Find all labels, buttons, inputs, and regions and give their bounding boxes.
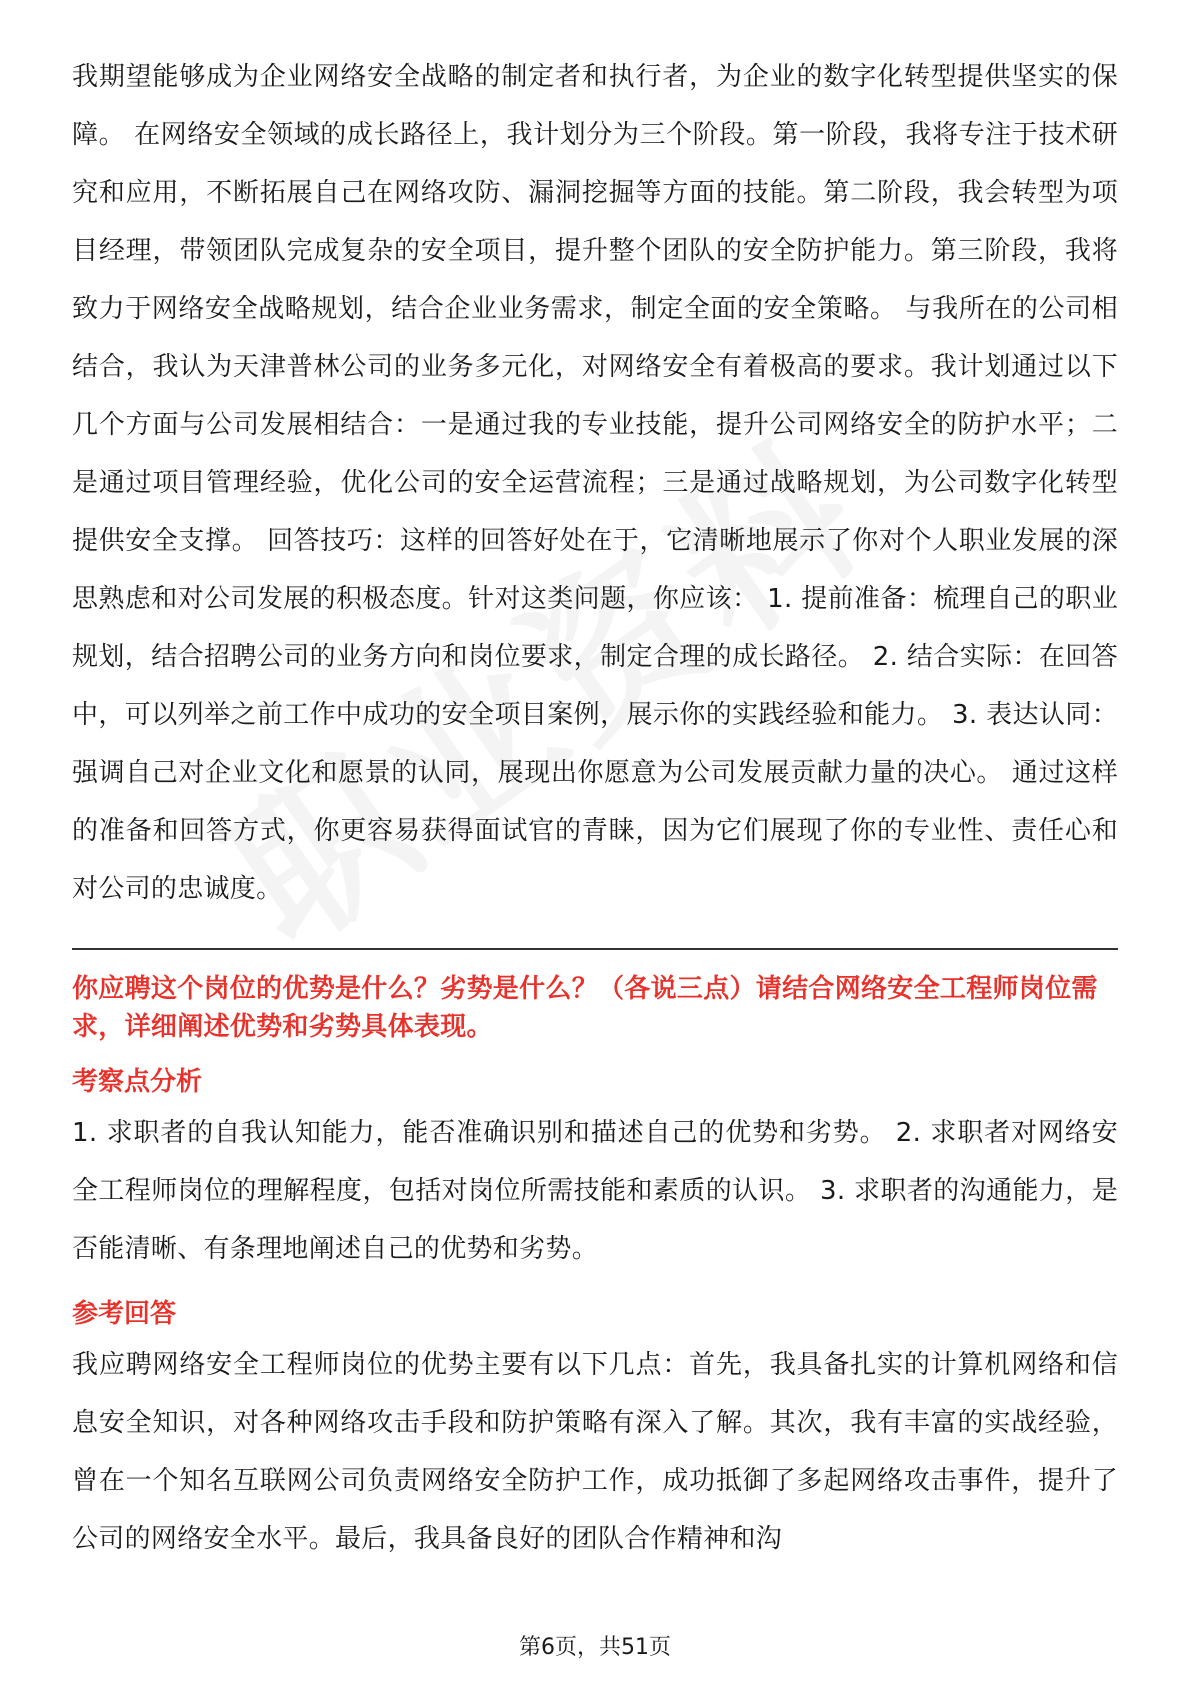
- analysis-title: 考察点分析: [72, 1067, 203, 1097]
- page-content: [72, 48, 1118, 1568]
- section-divider: [72, 948, 1118, 950]
- page-footer: 第6页，共51页: [519, 1635, 671, 1660]
- interview-question: 你应聘这个岗位的优势是什么？劣势是什么？（各说三点）请结合网络安全工程师岗位需求，详细阐述优势和劣势具体表现。: [72, 974, 1098, 1042]
- intro-paragraph: 我期望能够成为企业网络安全战略的制定者和执行者，为企业的数字化转型提供坚实的保障。 在网络安全领域的成长路径上，我计划分为三个阶段。第一阶段，我将专注于技术研究和应用，不断拓展自己在网络攻防、漏洞挖掘等方面的技能。第二阶段，我会转型为项目经理，带领团队完成复杂的安全项目，提升整个团队的安全防护能力。第三阶段，我将致力于网络安全战略规划，结合企业业务需求，制定全面的安全策略。 与我所在的公司相结合，我认为天津普林公司的业务多元化，对网络安全有着极高的要求。我计划通过以下几个方面与公司发展相结合：一是通过我的专业技能，提升公司网络安全的防护水平；二是通过项目管理经验，优化公司的安全运营流程；三是通过战略规划，为公司数字化转型提供安全支撑。 回答技巧：这样的回答好处在于，它清晰地展示了你对个人职业发展的深思熟虑和对公司发展的积极态度。针对这类问题，你应该： 1. 提前准备：梳理自己的职业规划，结合招聘公司的业务方向和岗位要求，制定合理的成长路径。 2. 结合实际：在回答中，可以列举之前工作中成功的安全项目案例，展示你的实践经验和能力。 3. 表达认同：强调自己对企业文化和愿景的认同，展现出你愿意为公司发展贡献力量的决心。 通过这样的准备和回答方式，你更容易获得面试官的青睐，因为它们展现了你的专业性、责任心和对公司的忠诚度。: [72, 62, 1118, 904]
- reference-text: 我应聘网络安全工程师岗位的优势主要有以下几点：首先，我具备扎实的计算机网络和信息安全知识，对各种网络攻击手段和防护策略有深入了解。其次，我有丰富的实战经验，曾在一个知名互联网公司负责网络安全防护工作，成功抵御了多起网络攻击事件，提升了公司的网络安全水平。最后，我具备良好的团队合作精神和沟: [72, 1350, 1118, 1554]
- analysis-text: 1. 求职者的自我认知能力，能否准确识别和描述自己的优势和劣势。 2. 求职者对网络安全工程师岗位的理解程度，包括对岗位所需技能和素质的认识。 3. 求职者的沟通能力，是否能清晰、有条理地阐述自己的优势和劣势。: [72, 1118, 1118, 1264]
- reference-title: 参考回答: [72, 1299, 177, 1329]
